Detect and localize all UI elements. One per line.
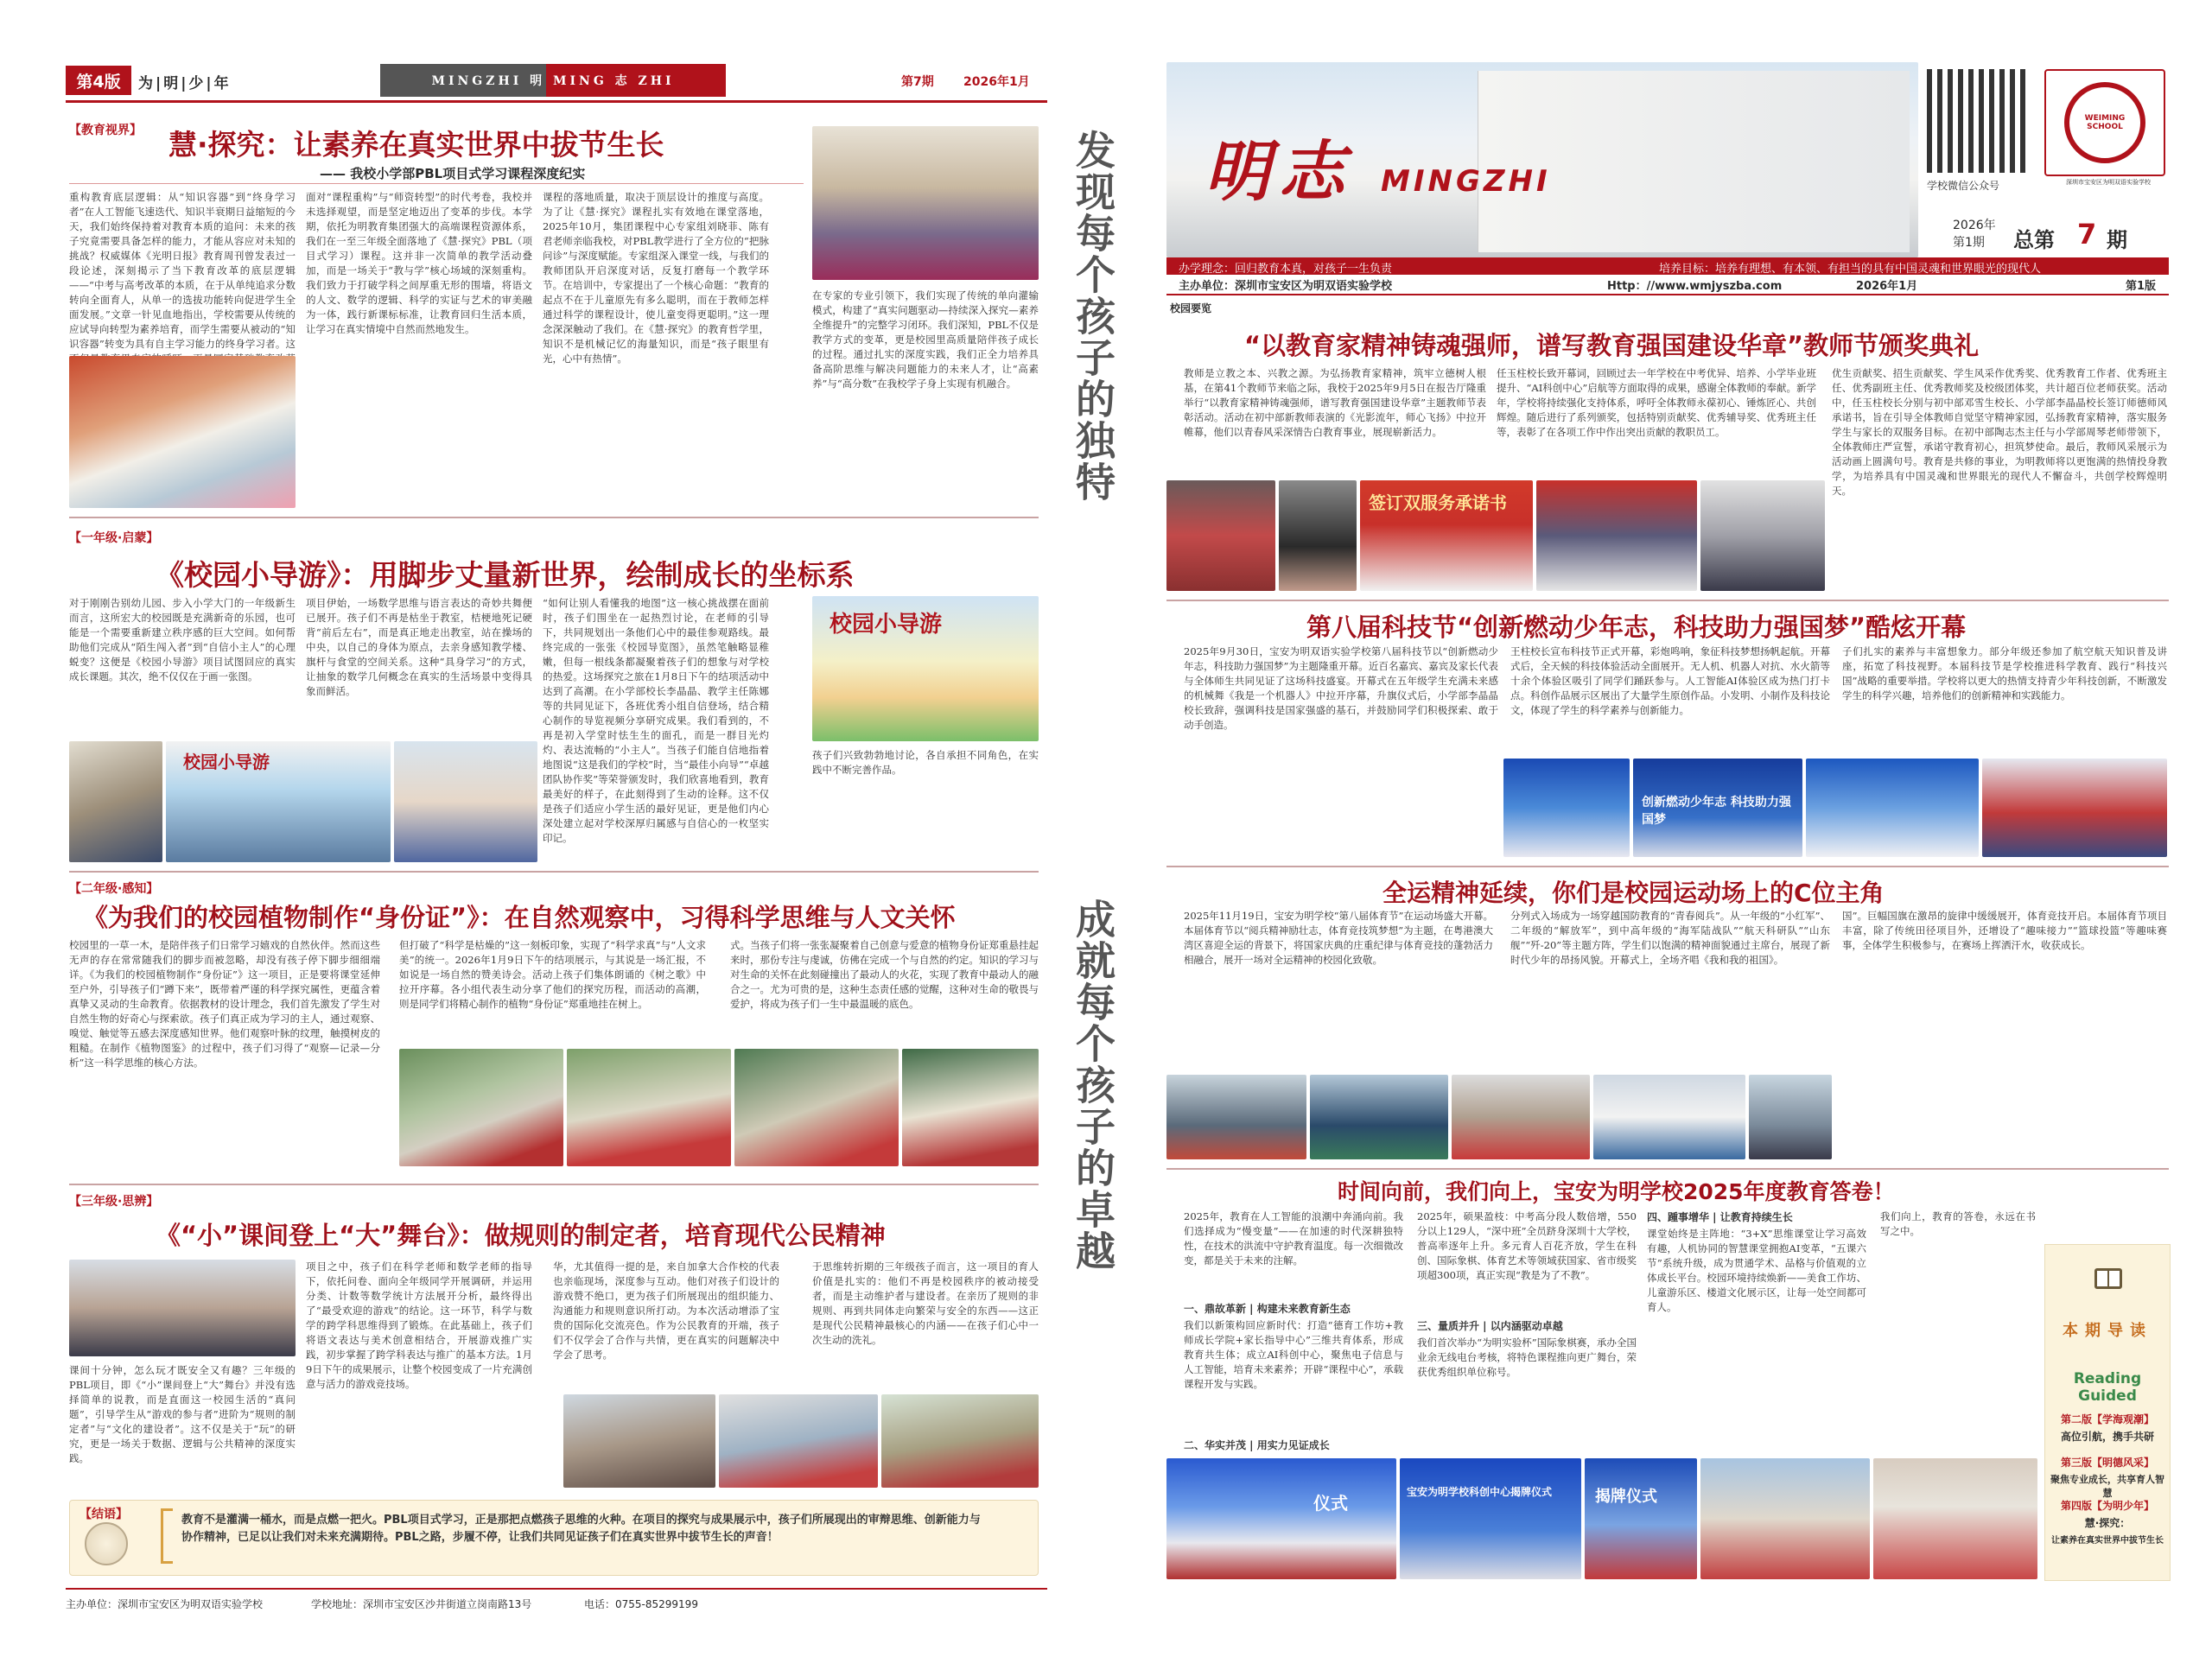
photo-sports-parade-5 [1749,1075,1832,1159]
photo-canadian-visitors [69,1260,296,1356]
motto-left: 办学理念：回归教育本真，对孩子一生负责 [1179,263,1393,276]
summary-text: 教育不是灌满一桶水，而是点燃一把火。PBL项目式学习，正是那把点燃孩子思维的火种。在项目的探究与成果展示中，孩子们所展现出的审辩思维、创新能力与协作精神，已足以让我们对未来充满期待。PBL之路，步履不停，让我们共同见证孩子们在真实世界中拔节生长的声音！ [181,1514,981,1544]
column-name: 为|明|少|年 [138,75,232,92]
article-3-col-1: 校园里的一草一木，是陪伴孩子们日常学习嬉戏的自然伙伴。然而这些无声的存在常常随我们的脚步而被忽略，却没有孩子停下脚步细细端详。《为我们的校园植物制作“身份证”》这一项目，正是要将课堂延伸至户外，引导孩子们“蹲下来”，既带着严谨的科学探究属性，更蕴含着真挚又灵动的生命教育。依据教材的设计理念，我们首先激发了学生对自然生物的好奇心与探索欲。孩子们真正成为学习的主人，通过观察、嗅觉、触觉等五感去深度感知世界。他们观察叶脉的纹理，触摸树皮的粗糙。在制作《植物图鉴》的过程中，孩子们习得了“观察—记录—分析”这一科学思维的核心方法。 [69,939,380,1069]
photo-tour-screen [166,741,391,862]
b3-col-1: 2025年11月19日，宝安为明学校“第八届体育节”在运动场盛大开幕。本届体育节以“阅兵精神励壮志，体育竞技筑梦想”为主题，在粤港澳大湾区喜迎全运的背景下，将国家庆典的庄重纪律与体育竞技的蓬勃活力相融合，展开一场对全运精神的校园化致敬。 [1184,910,1493,966]
article-4-col-3: 华，尤其值得一提的是，来自加拿大合作校的代表也亲临现场，深度参与互动。他们对孩子们设计的游戏赞不绝口，更为孩子们所展现出的组织能力、沟通能力和规则意识所打动。为本次活动增添了宝贵的国际化交流亮色。作为公民教育的开端，孩子们不仅学会了合作与共情，更在真实的问题解决中学会了思考。 [553,1260,779,1361]
total-unit: 期 [2107,228,2127,252]
b4-col-2b: 我们首次举办“为明实验杯”国际象棋赛，承办全国业余无线电台考核，将特色课程推向更广舞台，荣获优秀组织单位称号。 [1417,1336,1637,1378]
b3-divider [1166,1168,2169,1170]
b2-title: 第八届科技节“创新燃动少年志，科技助力强国梦”酷炫开幕 [1306,613,1967,642]
b2-col-2: 王柱校长宣布科技节正式开幕，彩炮鸣响，象征科技梦想扬帆起航。开幕式后，全天候的科技体验活动全面展开。无人机、机器人对抗、水火箭等十余个体验区吸引了同学们踊跃参与。人工智能AI体验区成为热门打卡点。科创作品展示区展出了大量学生原创作品。小发明、小制作及科技论文，体现了学生的科学素养与创新能力。 [1510,645,1830,716]
article-4-col-4: 于思维转折期的三年级孩子而言，这一项目的育人价值是扎实的：他们不再是校园秩序的被动接受者，而是主动维护者与建设者。在亲历了规则的非规则、再到共同体走向繁荣与安全的东西——这正是现代公民精神最核心的内涵——在孩子们心中一次生动的洗礼。 [812,1260,1039,1346]
date-line: 2026年1月 [1856,280,1918,293]
article-1-tag: 【教育视界】 [69,124,142,137]
article-4-col-1: 课间十分钟，怎么玩才既安全又有趣？三年级的PBL项目，即《“小”课间登上“大”舞台》并没有选择简单的说教，而是直面这一校园生活的“真问题”，引导学生从“游戏的参与者”进阶为“规则的制定者”与“文化的建设者”。这不仅是关于“玩”的研究，更是一场关于数据、逻辑与公共精神的深度实践。 [69,1364,296,1464]
spine-slogan-2: 成就每个孩子的卓越 [1070,898,1116,1272]
reading-guide-en: Reading Guided [2073,1370,2142,1405]
photo-teachers-award-2 [1279,480,1357,591]
article-1-col-1: 重构教育底层逻辑：从“知识容器”到“终身学习者”在人工智能飞速迭代、知识半衰期日益缩短的今天，我们始终保持着对教育本质的追问：未来的孩子究竟需要具备怎样的能力，才能从容应对未知的挑战？权威媒体《光明日报》教育周刊曾发表过一段论述，深刻揭示了当下教育改革的底层逻辑——“中考与高考改革的本质，在于从单纯追求分数转向全面育人，从单一的选拔功能转向促进学生全面发展。”文章一针见血地指出，学校需要从传统的应试导向转型为素养培育，而学生需要从被动的“知识容器”转变为具有自主学习能力的终身学习者。这 [69,191,296,350]
article-4-tag: 【三年级·思辨】 [69,1195,159,1209]
emblem-text: WEIMING SCHOOL [2084,114,2126,131]
summary-bracket [161,1508,173,1564]
header-rule [66,100,1047,103]
photo-sci-fest-stage-1 [1503,759,1630,857]
article-1-col-4: 在专家的专业引领下，我们实现了传统的单向灌输模式，构建了“真实问题驱动—持续深入探究—素养全维提升”的完整学习闭环。我们深知，PBL不仅是教学方式的变革，更是校园里高质量陪伴孩子成长的过程。通过扎实的深度实践，我们正全力培养具备高阶思维与解决问题能力的未来人才，让“高素养”与“高分数”在我校学子身上实现有机融合。 [812,289,1039,390]
guide-item-2-label[interactable]: 第三版【明德风采】 [2060,1457,2154,1469]
guide-item-2-title[interactable]: 聚焦专业成长，共享育人智慧 [2050,1474,2164,1499]
photo-teachers-oath [1536,480,1697,591]
photo-sci-fest-stage-2 [1633,759,1802,857]
b4-heading-2: 二、华实并茂 | 用实力见证成长 [1184,1439,1330,1451]
left-page [0,0,1065,1657]
photo-exhibition-wall [69,356,296,508]
article-3-title: 《为我们的校园植物制作“身份证”》：在自然观察中，习得科学思维与人文关怀 [83,903,956,932]
b1-col-3: 优生贡献奖、招生贡献奖、学生风采作优秀奖、优秀教育工作者、优秀班主任、优秀副班主任、优秀教师奖及校级团体奖，共计超百位老师获奖。活动中，任玉柱校长分别与初中部邓雪生校长、小学部李晶晶校长签订师德师风承诺书，旨在引导全体教师自觉坚守精神家园，弘扬教育家精神，落实服务学生与家长的双服务目标。在初中部陶志杰主任与小学部周琴老师带领下，全体教师庄严宣誓，承诺守教育初心，担筑梦使命。最后，教师风采展示为活动画上圆满句号。教育是共修的事业，为明教师将以更饱满的热情投身教学，为培养具有中国灵魂和世界眼光的现代人不懈奋斗，共创学校辉煌明天。 [1832,367,2167,497]
spine-slogan-1: 发现每个孩子的独特 [1070,130,1116,503]
b2-col-1: 2025年9月30日，宝安为明双语实验学校第八届科技节以“创新燃动少年志，科技助力强国梦”为主题隆重开幕。近百名嘉宾、嘉宾及家长代表与全体师生共同见证了这场科技盛宴。开幕式在五年级学生充满未来感的机械舞《我是一个机器人》中拉开序幕，升旗仪式后，小学部李晶晶校长致辞，强调科技是国家强盛的基石，并鼓励同学们积极探索、敢于动手创造。 [1184,645,1498,731]
edition-badge: 第4版 [66,66,131,95]
summary-tag: 【结语】 [79,1508,128,1521]
issue-year: 2026年 [1953,219,1996,232]
b2-divider [1166,866,2169,867]
ai-center-banner-1: 仪式 [1313,1493,1348,1514]
photo-plant-tagging-4 [902,1049,1039,1166]
article-3-tag: 【二年级·感知】 [69,882,159,896]
ai-center-banner-2: 宝安为明学校科创中心揭牌仪式 [1407,1486,1553,1498]
article-1-subtitle: —— 我校小学部PBL项目式学习课程深度纪实 [320,166,586,181]
photo-sci-fest-booth [1806,759,1979,857]
website-url: Http：//www.wmjyszba.com [1607,280,1783,293]
footer-address: 学校地址：深圳市宝安区沙井街道立岗南路13号 [311,1598,532,1610]
photo-label-tour: 校园小导游 [830,612,943,638]
campus-building [1478,71,1910,252]
b4-col-1b: 我们以新策构回应新时代：打造“德育工作坊+教师成长学院+家长指导中心”三维共育体系，形成教育共生体；成立AI科创中心，聚焦电子信息与人工智能，培育未来素养；开辟“课程中心”，承载课程开发与实践。 [1184,1319,1403,1390]
b3-title: 全运精神延续，你们是校园运动场上的C位主角 [1382,879,1885,907]
host-rule [1166,294,2169,295]
photo-plant-tagging-3 [734,1049,899,1166]
photo-sports-parade-3 [1452,1075,1590,1159]
photo-teachers-gathering [1700,480,1825,591]
page-number: 第1版 [2126,280,2157,293]
article-1-subtitle-rule [69,183,804,184]
b1-col-2: 任玉柱校长致开幕词，回顾过去一年学校在中考优异、培养、小学毕业班提升、“AI科创中心”启航等方面取得的成果，感谢全体教师的奉献。新学年，学校将持续强化支持体系，呼吁全体教师永葆初心、锤炼匠心、共创辉煌。随后进行了系列颁奖，包括特别贡献奖、优秀辅导奖、优秀班主任等，表彰了在各项工作中作出突出贡献的教职员工。 [1497,367,1816,438]
b1-col-1: 教师是立教之本、兴教之源。为弘扬教育家精神，筑牢立德树人根基，在第41个教师节来临之际，我校于2025年9月5日在报告厅隆重举行“以教育家精神铸魂强师，谱写教育强国建设华章”主题教师节表彰活动。活动在初中部新教师表演的《光影流年，师心飞扬》中拉开帷幕，他们以青春风采深情告白教育事业，展现崭新活力。 [1184,367,1486,438]
reading-guide-title: 本期导读 [2063,1322,2152,1340]
photo-ai-center-2 [1400,1458,1581,1579]
total-label: 总第 [2013,228,2055,252]
photo-ai-center-1 [1166,1458,1396,1579]
footer-host: 主办单位：深圳市宝安区为明双语实验学校 [66,1598,264,1610]
photo-signing-ceremony [1360,480,1533,591]
article-2-col-1: 对于刚刚告别幼儿园、步入小学大门的一年级新生而言，这所宏大的校园既是充满新奇的乐园，也可能是一个需要重新建立秩序感的巨大空间。如何帮助他们完成从“陌生闯入者”到“自信小主人”的心理蜕变？这便是《校园小导游》项目试图回应的真实成长课题。其次，绝不仅仅在于画一张图。 [69,597,296,682]
masthead-logo [380,64,726,97]
motto-right: 培养目标：培养有理想、有本领、有担当的具有中国灵魂和世界眼光的现代人 [1659,263,2042,276]
issue-period: 第1期 [1953,236,1985,250]
photo-students-group [394,741,537,862]
guide-item-3-title[interactable]: 慧·探究： [2084,1517,2131,1529]
b1-divider [1166,600,2169,601]
school-seal-icon [85,1522,128,1565]
photo-sports-parade-4 [1593,1075,1745,1159]
guide-item-3-title-2[interactable]: 让素养在真实世界中拔节生长 [2051,1536,2164,1546]
photo-sci-fest-robot [1982,759,2167,857]
qr-caption: 学校微信公众号 [1927,180,2000,192]
photo-classroom-display [812,126,1039,280]
section-label: 校园要览 [1170,302,1212,314]
b4-title: 时间向前，我们向上，宝安为明学校2025年度教育答卷！ [1338,1179,1895,1204]
motto-bar [1166,257,2169,275]
b3-col-2: 分列式入场成为一场穿越国防教育的“青春阅兵”。从一年级的“小红军”、二年级的“解放军”，到中高年级的“海军陆战队”“航天科研队”“山东舰”“歼-20”等主题方阵，学生们以饱满的精神面貌通过主席台，展现了新时代少年的昂扬风貌。开幕式上，全场齐唱《我和我的祖国》。 [1510,910,1830,966]
photo-campus-tour-poster [812,596,1039,741]
article-2-col-3: “如何让别人看懂我的地图”这一核心挑战摆在面前时，孩子们围坐在一起热烈讨论，在老师的引导下，共同规划出一条他们心中的最佳参观路线。最终完成的一张张《校园导览图》，虽然笔触略显稚嫩，但每一根线条都凝聚着孩子们的想象与对学校的热爱。这场探究之旅在1月8日下午的结项活动中达到了高潮。在小学部校长李晶晶、教学主任陈娜等的共同见证下，各班优秀小组自信登场，结合精心制作的导览视频分享研究成果。我们看到的，不再是初入学堂时怯生生的面孔，而是一群目光灼灼、表达流畅的“小主人”。当孩子们能自信地指着地图说“这是我们的学校”时，当“最佳小向导”“卓越团队协作奖”等荣誉颁发时，我们欣喜地看到，教育最美好的样子，在此刻得到了生动的诠释。这不仅是孩子们适应小学生活的最好见证，更是他们内心深处建立起对学校深厚归属感与自信心的一枚坚实印记。 [543,597,769,844]
article-2-title: 《校园小导游》：用脚步丈量新世界，绘制成长的坐标系 [156,558,855,592]
article-2-col-2: 项目伊始，一场数学思维与语言表达的奇妙共舞便已展开。孩子们不再是枯坐于教室，桔梗地死记硬背“前后左右”，而是真正地走出教室，站在操场的中央，以自己的身体为原点，去亲身感知教学楼、旗杆与食堂的空间关系。这种“具身学习”的方式，让抽象的数学几何概念在真实的生活场景中变得具象而鲜活。 [306,597,532,697]
footer-phone: 电话：0755-85299199 [584,1598,698,1610]
sci-fest-banner: 创新燃动少年志 科技助力强国梦 [1642,796,1791,827]
masthead-campus-photo [1166,62,1918,257]
article-4-col-2: 项目之中，孩子们在科学老师和数学老师的指导下，依托问卷、面向全年级同学开展调研，并运用分类、计数等数学统计方法展开分析，最终得出了“最受欢迎的游戏”的结论。这一环节，科学与数学的跨学科思维得到了锻炼。在此基础上，孩子们将语文表达与美术创意相结合，开展游戏推广实践，初步掌握了跨学科表达与推广的基本方法。1月9日下午的成果展示，让整个校园变成了一片充满创意与活力的游戏竞技场。 [306,1260,532,1390]
masthead-logo-text: MINGZHI 明 MING 志 ZHI [431,74,675,88]
photo-recess-games-1 [563,1394,715,1488]
footer-rule [66,1588,1047,1590]
article-3-divider [69,1184,1039,1185]
photo-label-tour-2: 校园小导游 [183,752,270,772]
b4-heading-3: 三、量质并升 | 以内涵驱动卓越 [1417,1320,1563,1332]
photo-plant-tagging-2 [567,1049,731,1166]
guide-item-1-title[interactable]: 高位引航，携手共研 [2060,1431,2154,1443]
article-1-divider [69,517,1039,518]
photo-students-campus-1 [1700,1458,1870,1579]
article-2-col-4: 孩子们兴致勃勃地讨论，各自承担不同角色，在实践中不断完善作品。 [812,749,1039,776]
b4-col-3: 课堂始终是主阵地：“3+X”思维课堂让学习高效有趣，人机协同的智慧课堂拥抱AI变革，“五课六节”系统升级，成为贯通学术、品格与价值观的立体成长平台。校园环境持续焕新——美食工作坊、儿童游乐区、楼道文化展示区，让每一处空间都可育人。 [1647,1228,1866,1313]
article-1-col-2: 面对“课程重构”与“师资转型”的时代考卷，我校并未选择观望，而是坚定地迈出了变革的步伐。本学期，依托为明教育集团强大的高端课程资源体系，我们在一至三年级全面落地了《慧·探究》PBL（项目式学习）课程。这并非一次简单的教学活动叠加，而是一场关于“教与学”核心场域的深刻重构。我们致力于打破学科之间厚重无形的围墙，将语文的人文、数学的逻辑、科学的实证与艺术的审美融为一体，践行新课标标准，让教育回归生活本质，让学习在真实情境中自然而然地发生。 [306,191,532,335]
emblem-ring [2064,82,2145,163]
guide-item-1-label[interactable]: 第二版【学海观潮】 [2060,1413,2154,1425]
article-2-tag: 【一年级·启蒙】 [69,531,159,545]
photo-recess-games-2 [719,1394,878,1488]
signing-banner: 签订双服务承诺书 [1369,492,1507,513]
masthead-title: 明志 [1205,133,1353,210]
photo-plant-tagging-1 [399,1049,563,1166]
school-name-small: 深圳市宝安区为明双语实验学校 [2066,179,2151,186]
article-3-col-2: 但打破了“科学是枯燥的”这一刻板印象，实现了“科学求真”与“人文求美”的统一。2026年1月9日下午的结项展示，与其说是一场汇报，不如说是一场自然的赞美诗会。活动上孩子们集体朗诵的《树之歌》中拉开序幕。各小组代表生动分享了他们的探究历程，而活动的高潮，则是同学们将精心制作的植物“身份证”郑重地挂在树上。 [399,939,706,1010]
host-line: 主办单位：深圳市宝安区为明双语实验学校 [1179,280,1393,293]
article-2-divider [69,871,1039,873]
article-1-title: 慧·探究：让素养在真实世界中拔节生长 [168,128,664,162]
photo-ai-center-3 [1585,1458,1697,1579]
spine [1065,0,1158,1657]
b2-col-3: 子们扎实的素养与丰富想象力。部分年级还参加了航空航天知识普及讲座，拓宽了科技视野。本届科技节是学校推进科学教育、践行“科技兴国”战略的重要举措。学校将以更大的热情支持青少年科技创新，不断激发学生的科学兴趣，培养他们的创新精神和实践能力。 [1842,645,2167,702]
school-emblem-icon [2044,69,2165,176]
b4-col-2: 2025年，硕果盈枝：中考高分段人数倍增，550分以上129人，“深中班”全员跻身深圳十大学校，普高率逐年上升。多元育人百花齐放，学生在科创、国际象棋、体育艺术等领域获国家、省市级奖项超300项，真正实现“教是为了不教”。 [1417,1210,1637,1281]
photo-students-campus-2 [1873,1458,2037,1579]
ai-center-banner-3: 揭牌仪式 [1595,1488,1657,1506]
photo-sports-parade-1 [1166,1075,1306,1159]
article-3-col-3: 式。当孩子们将一张张凝聚着自己创意与爱意的植物身份证郑重悬挂起来时，那份专注与虔诚，仿佛在完成一个与自然的约定。知识的学习与对生命的关怀在此刻碰撞出了最动人的火花，实现了教育中最动人的融合之一。尤为可贵的是，这种生态责任感的觉醒，这种对生命的敬畏与爱护，将成为孩子们一生中最温暖的底色。 [730,939,1039,1010]
right-page [1158,0,2212,1657]
b4-col-4: 我们向上，教育的答卷，永远在书写之中。 [1880,1210,2036,1237]
photo-recess-games-3 [881,1394,1039,1488]
photo-teachers-award-1 [1166,480,1275,591]
total-number: 7 [2077,218,2097,251]
qr-code [1927,69,2031,173]
masthead-title-en: MINGZHI [1381,164,1551,199]
b4-col-1: 2025年，教育在人工智能的浪潮中奔涌向前。我们选择成为“慢变量”——在加速的时代深耕独特性，在技术的洪流中守护教育温度。每一次细微改变，都是关于未来的注解。 [1184,1210,1403,1267]
issue-number: 第7期 [901,75,934,89]
book-icon [2094,1268,2122,1289]
b4-heading-4: 四、踵事增华 | 让教育持续生长 [1647,1211,1793,1223]
b3-col-3: 国”。巨幅国旗在激昂的旋律中缓缓展开，体育竞技开启。本届体育节项目丰富，除了传统田径项目外，还增设了“趣味接力”“篮球投篮”等趣味赛事，全体学生积极参与，在赛场上挥洒汗水，收获成长。 [1842,910,2167,951]
guide-item-3-label[interactable]: 第四版【为明少年】 [2060,1500,2154,1512]
article-4-title: 《“小”课间登上“大”舞台》：做规则的制定者，培育现代公民精神 [156,1221,886,1250]
issue-date: 2026年1月 [963,75,1030,89]
b4-heading-1: 一、鼎故革新 | 构建未来教育新生态 [1184,1303,1351,1315]
article-1-col-3: 课程的落地质量，取决于顶层设计的推度与高度。为了让《慧·探究》课程扎实有效地在课堂落地，2025年10月，集团课程中心专家组刘晓菲、陈有君老师亲临我校，对PBL教学进行了全方位的“把脉问诊”与深度赋能。专家组深入课堂一线，与我们的教师团队开启深度对话，反复打磨每一个教学环节。在培训中，专家提出了一个核心命题：“教育的起点不在于儿童原先有多么聪明，而在于教师怎样通过科学的课程设计，使儿童变得更聪明。”这一理念深深触动了我们。在《慧·探究》的教育哲学里，知识不是机械记忆的海量知识，而是“孩子眼里有光，心中有热情”。 [543,191,769,365]
photo-sports-parade-2 [1310,1075,1448,1159]
photo-grade1-class [69,741,162,862]
b1-title: “以教育家精神铸魂强师，谱写教育强国建设华章”教师节颁奖典礼 [1244,331,1980,360]
